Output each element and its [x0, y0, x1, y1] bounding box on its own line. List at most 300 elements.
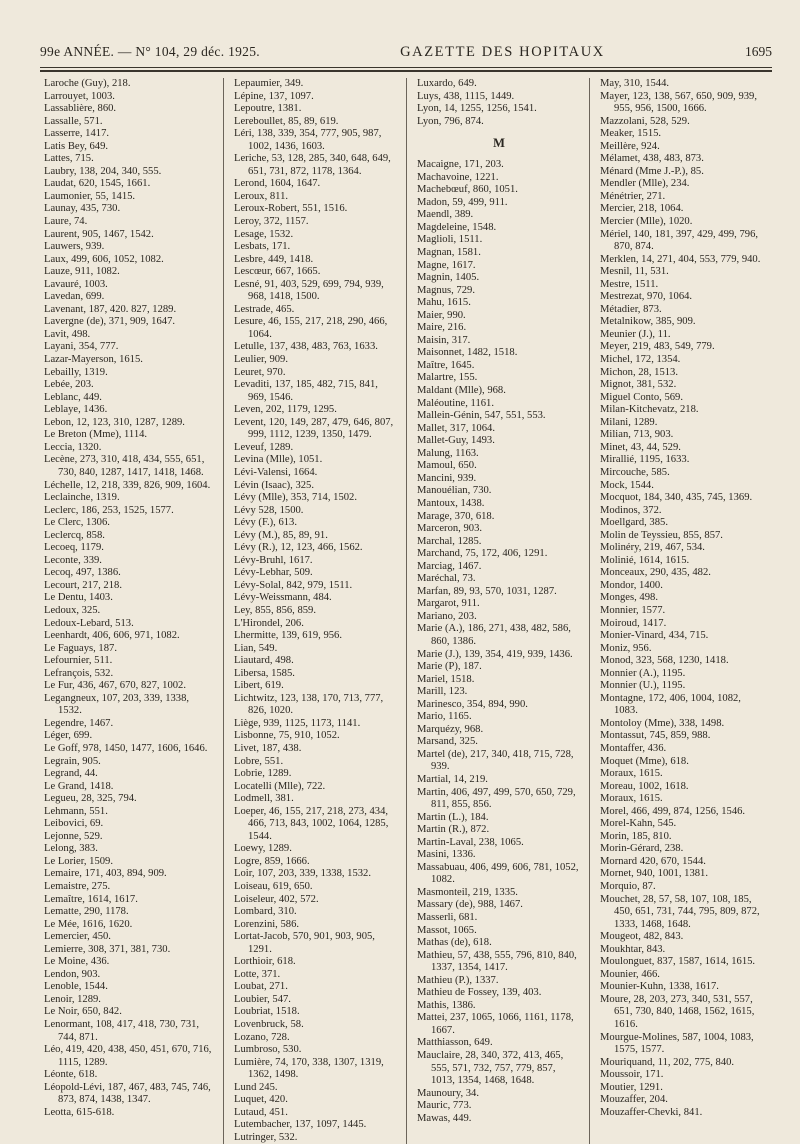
- index-entry: Maréchal, 73.: [417, 573, 476, 585]
- index-entry: Mourgue-Molines, 587, 1004, 1083, 1575, 1577.: [600, 1031, 754, 1056]
- index-entry: Monnier (U.), 1195.: [600, 680, 686, 692]
- index-entry: Leclerc, 186, 253, 1525, 1577.: [44, 504, 174, 516]
- index-entry: Leclercq, 858.: [44, 529, 105, 541]
- index-entry: Mariel, 1518.: [417, 673, 475, 685]
- index-entry: Martel (de), 217, 340, 418, 715, 728, 939.: [417, 748, 574, 773]
- index-entry: Lisbonne, 75, 910, 1052.: [234, 730, 340, 742]
- index-entry: Mazzolani, 528, 529.: [600, 115, 690, 127]
- header-rule: [40, 67, 772, 68]
- index-entry: Lévy (F.), 613.: [234, 517, 297, 529]
- index-entry: Lavedan, 699.: [44, 291, 105, 303]
- index-entry: Magnan, 1581.: [417, 247, 481, 259]
- index-entry: Lutaud, 451.: [234, 1106, 288, 1118]
- index-entry: Mornet, 940, 1001, 1381.: [600, 868, 708, 880]
- index-entry: Lepaumier, 349.: [234, 78, 304, 89]
- page-number: 1695: [745, 44, 772, 59]
- index-entry: Leblanc, 449.: [44, 391, 102, 403]
- index-entry: Mircouche, 585.: [600, 466, 670, 478]
- index-entry: Léo, 419, 420, 438, 450, 451, 670, 716, 1115, 1289.: [44, 1044, 212, 1068]
- index-entry: Lemierre, 308, 371, 381, 730.: [44, 943, 171, 955]
- index-entry: Métadier, 873.: [600, 303, 662, 315]
- index-entry: Lotte, 371.: [234, 968, 281, 980]
- index-entry: Milan-Kitchevatz, 218.: [600, 404, 699, 416]
- index-entry: Lavit, 498.: [44, 328, 91, 340]
- index-entry: Monier-Vinard, 434, 715.: [600, 630, 709, 642]
- index-entry: Maire, 216.: [417, 322, 467, 334]
- index-entry: Le Goff, 978, 1450, 1477, 1606, 1646.: [44, 742, 208, 754]
- index-entry: Mestre, 1511.: [600, 278, 659, 290]
- index-entry: Lutembacher, 137, 1097, 1445.: [234, 1119, 367, 1131]
- index-entry: Maître, 1645.: [417, 359, 475, 371]
- index-entry: Lebée, 203.: [44, 379, 94, 391]
- index-entry: Mirallié, 1195, 1633.: [600, 454, 690, 466]
- index-entry: Marie (P), 187.: [417, 661, 482, 673]
- index-entry: Mercier (Mlle), 1020.: [600, 216, 693, 228]
- index-entry: Lenoble, 1544.: [44, 981, 108, 993]
- index-entry: Léchelle, 12, 218, 339, 826, 909, 1604.: [44, 479, 211, 491]
- index-entry: Laux, 499, 606, 1052, 1082.: [44, 253, 164, 265]
- index-entry: Legendre, 1467.: [44, 717, 114, 729]
- index-entry: Mathas (de), 618.: [417, 937, 492, 949]
- index-entry: Morel-Kahn, 545.: [600, 818, 677, 830]
- index-entry: Lund 245.: [234, 1081, 278, 1093]
- page-header: [40, 44, 772, 66]
- index-entry: Leenhardt, 406, 606, 971, 1082.: [44, 630, 180, 642]
- index-entry: Lemaître, 1614, 1617.: [44, 893, 138, 905]
- index-entry: Le Clerc, 1306.: [44, 517, 110, 529]
- index-entry: Marage, 370, 618.: [417, 510, 495, 522]
- index-entry: Mestrezat, 970, 1064.: [600, 291, 693, 303]
- index-entry: Monges, 498.: [600, 592, 658, 604]
- index-entry: Mantoux, 1438.: [417, 497, 485, 509]
- index-entry: Mounier, 466.: [600, 968, 660, 980]
- index-entry: Lorenzini, 586.: [234, 918, 300, 930]
- index-entry: Lévy (M.), 85, 89, 91.: [234, 529, 328, 541]
- index-entry: Morin-Gérard, 238.: [600, 843, 684, 855]
- index-entry: Maisonnet, 1482, 1518.: [417, 347, 518, 359]
- index-entry: Leibovici, 69.: [44, 818, 104, 830]
- index-entry: Morin, 185, 810.: [600, 830, 672, 842]
- index-entry: Legrand, 44.: [44, 768, 98, 780]
- index-entry: Maunoury, 34.: [417, 1087, 479, 1099]
- index-entry: Martin (R.), 872.: [417, 824, 490, 836]
- index-entry: Lesbats, 171.: [234, 241, 291, 253]
- index-entry: Lévi-Valensi, 1664.: [234, 466, 318, 478]
- index-entry: Mathieu de Fossey, 139, 403.: [417, 987, 542, 999]
- index-entry: Lyon, 796, 874.: [417, 115, 484, 127]
- index-entry: Leconte, 339.: [44, 554, 102, 566]
- index-entry: Marinesco, 354, 894, 990.: [417, 698, 528, 710]
- index-entry: Ledoux-Lebard, 513.: [44, 617, 134, 629]
- index-entry: Moniz, 956.: [600, 642, 652, 654]
- index-entry: Mornard 420, 670, 1544.: [600, 855, 706, 867]
- index-column-2: [223, 78, 406, 1144]
- index-entry: Lévin (Isaac), 325.: [234, 479, 315, 491]
- index-entry: Monceaux, 290, 435, 482.: [600, 567, 711, 579]
- index-entry: Moulonguet, 837, 1587, 1614, 1615.: [600, 956, 756, 968]
- index-entry: Le Moine, 436.: [44, 956, 110, 968]
- index-entry: Lendon, 903.: [44, 968, 101, 980]
- index-entry: Lestrade, 465.: [234, 303, 295, 315]
- index-entry: Lejonne, 529.: [44, 830, 103, 842]
- index-entry: Leroux-Robert, 551, 1516.: [234, 203, 348, 215]
- index-entry: Monod, 323, 568, 1230, 1418.: [600, 655, 729, 667]
- index-entry: Lereboullet, 85, 89, 619.: [234, 115, 339, 127]
- index-entry: Ménard (Mme J.-P.), 85.: [600, 165, 704, 177]
- index-entry: Loewy, 1289.: [234, 843, 292, 855]
- index-entry: Lematte, 290, 1178.: [44, 906, 129, 918]
- index-entry: Milian, 713, 903.: [600, 429, 674, 441]
- index-column-4: [589, 78, 772, 1144]
- index-entry: Magdeleine, 1548.: [417, 221, 497, 233]
- index-entry: Ménétrier, 271.: [600, 190, 666, 202]
- index-entry: Lumière, 74, 170, 338, 1307, 1319, 1362, 1498.: [234, 1056, 384, 1081]
- index-entry: Mallein-Génin, 547, 551, 553.: [417, 410, 546, 422]
- index-entry: Masserli, 681.: [417, 912, 478, 923]
- index-entry: Lhermitte, 139, 619, 956.: [234, 630, 342, 642]
- index-entry: Montassut, 745, 859, 988.: [600, 730, 711, 742]
- index-entry: Le Fur, 436, 467, 670, 827, 1002.: [44, 680, 186, 692]
- index-entry: Leuret, 970.: [234, 366, 286, 378]
- index-entry: Lemaire, 171, 403, 894, 909.: [44, 868, 167, 880]
- journal-title: GAZETTE DES HOPITAUX: [400, 44, 605, 60]
- index-entry: Martial, 14, 219.: [417, 773, 488, 785]
- index-entry: Le Noir, 650, 842.: [44, 1006, 122, 1018]
- index-entry: Modinos, 372.: [600, 504, 662, 516]
- index-entry: Mayer, 123, 138, 567, 650, 909, 939, 955, 956, 1500, 1666.: [600, 90, 757, 115]
- index-entry: Lutringer, 532.: [234, 1131, 298, 1143]
- index-entry: Lumbroso, 530.: [234, 1044, 302, 1056]
- index-entry: Martin-Laval, 238, 1065.: [417, 836, 524, 848]
- index-entry: Marchand, 75, 172, 406, 1291.: [417, 548, 548, 560]
- index-entry: Lauze, 911, 1082.: [44, 266, 120, 278]
- index-entry: Maier, 990.: [417, 309, 466, 321]
- index-column-3: [406, 78, 589, 1144]
- index-entry: Mallet-Guy, 1493.: [417, 435, 495, 447]
- index-entry: Lavergne (de), 371, 909, 1647.: [44, 316, 176, 328]
- index-entry: Léger, 699.: [44, 730, 93, 742]
- index-entry: Manouélian, 730.: [417, 485, 492, 497]
- index-entry: Layani, 354, 777.: [44, 341, 119, 353]
- index-entry: Mathis, 1386.: [417, 999, 476, 1011]
- index-entry: Laroche (Guy), 218.: [44, 78, 131, 89]
- index-entry: Lian, 549.: [234, 642, 278, 654]
- index-entry: Marchal, 1285.: [417, 535, 482, 547]
- index-entry: Lichtwitz, 123, 138, 170, 713, 777, 826, 1020.: [234, 692, 384, 717]
- index-entry: Moukhtar, 843.: [600, 943, 666, 955]
- index-entry: Lassalle, 571.: [44, 115, 103, 127]
- index-entry: Meyer, 219, 483, 549, 779.: [600, 341, 715, 353]
- index-entry: Moiroud, 1417.: [600, 617, 667, 629]
- index-entry: Latis Bey, 649.: [44, 140, 109, 152]
- index-entry: Ledoux, 325.: [44, 604, 101, 616]
- index-entry: Moussoir, 171.: [600, 1069, 664, 1081]
- index-entry: Magnus, 729.: [417, 284, 475, 296]
- index-columns: [40, 78, 772, 1143]
- index-entry: Maléoutine, 1161.: [417, 397, 494, 409]
- index-entry: Mawas, 449.: [417, 1112, 472, 1124]
- index-entry: Letulle, 137, 438, 483, 763, 1633.: [234, 341, 378, 353]
- index-entry: Le Mée, 1616, 1620.: [44, 918, 133, 930]
- index-entry: Lepoutre, 1381.: [234, 103, 302, 115]
- index-entry: Lodmell, 381.: [234, 793, 294, 805]
- index-entry: Mathieu, 57, 438, 555, 796, 810, 840, 1337, 1354, 1417.: [417, 949, 577, 974]
- index-entry: Leveuf, 1289.: [234, 441, 294, 453]
- index-entry: Levina (Mlle), 1051.: [234, 454, 323, 466]
- index-entry: Milani, 1289.: [600, 416, 658, 428]
- index-entry: Leclainche, 1319.: [44, 492, 120, 504]
- index-entry: Luxardo, 649.: [417, 78, 477, 89]
- index-entry: Lorthioir, 618.: [234, 956, 296, 968]
- issue-info: 99e ANNÉE. — N° 104, 29 déc. 1925.: [40, 44, 260, 59]
- index-entry: Lévy-Bruhl, 1617.: [234, 554, 313, 566]
- index-entry: Margarot, 911.: [417, 598, 480, 610]
- index-entry: Lavauré, 1003.: [44, 278, 108, 290]
- index-entry: Ley, 855, 856, 859.: [234, 604, 316, 616]
- index-entry: Logre, 859, 1666.: [234, 855, 310, 867]
- index-entry: Mouzaffer, 204.: [600, 1094, 668, 1106]
- index-entry: Marill, 123.: [417, 686, 468, 698]
- index-entry: Larrouyet, 1003.: [44, 90, 115, 102]
- index-entry: Libersa, 1585.: [234, 667, 295, 679]
- index-entry: Legangneux, 107, 203, 339, 1338, 1532.: [44, 692, 190, 717]
- index-entry: Maldant (Mlle), 968.: [417, 385, 506, 397]
- index-entry: Michel, 172, 1354.: [600, 354, 681, 366]
- index-entry: Lenormant, 108, 417, 418, 730, 731, 744, 871.: [44, 1019, 200, 1043]
- index-entry: Meaker, 1515.: [600, 128, 662, 140]
- index-entry: Marfan, 89, 93, 570, 1031, 1287.: [417, 585, 557, 597]
- index-entry: Laumonier, 55, 1415.: [44, 190, 136, 202]
- index-entry: Meillère, 924.: [600, 140, 660, 152]
- index-entry: Mallet, 317, 1064.: [417, 422, 495, 434]
- index-entry: Lévy 528, 1500.: [234, 504, 304, 516]
- index-entry: Maglioli, 1511.: [417, 234, 483, 246]
- index-entry: Leven, 202, 1179, 1295.: [234, 404, 337, 416]
- index-entry: Lévy (Mlle), 353, 714, 1502.: [234, 492, 357, 504]
- index-entry: Laure, 74.: [44, 216, 88, 228]
- index-entry: Lebon, 12, 123, 310, 1287, 1289.: [44, 416, 185, 428]
- index-entry: Le Grand, 1418.: [44, 780, 114, 792]
- index-entry: Leulier, 909.: [234, 354, 288, 366]
- index-entry: Lobrie, 1289.: [234, 768, 292, 780]
- index-entry: Lesbre, 449, 1418.: [234, 253, 314, 265]
- index-entry: Lehmann, 551.: [44, 805, 108, 817]
- index-entry: L'Hirondel, 206.: [234, 617, 304, 629]
- index-entry: Mattei, 237, 1065, 1066, 1161, 1178, 1667.: [417, 1012, 574, 1036]
- index-entry: Lesage, 1532.: [234, 228, 294, 240]
- index-entry: Mario, 1165.: [417, 711, 472, 723]
- index-entry: Léonte, 618.: [44, 1069, 98, 1081]
- index-entry: Loir, 107, 203, 339, 1338, 1532.: [234, 868, 371, 880]
- index-column-1: [40, 78, 223, 1144]
- index-entry: Loubier, 547.: [234, 993, 291, 1005]
- index-entry: Lefournier, 511.: [44, 655, 113, 667]
- index-entry: Magne, 1617.: [417, 259, 476, 271]
- index-entry: Moutier, 1291.: [600, 1081, 663, 1093]
- index-entry: Lerond, 1604, 1647.: [234, 178, 321, 190]
- index-entry: Mignot, 381, 532.: [600, 379, 677, 391]
- index-entry: Lecoq, 497, 1386.: [44, 567, 121, 579]
- index-entry: Monnier, 1577.: [600, 604, 666, 616]
- index-entry: Mariano, 203.: [417, 610, 477, 622]
- index-entry: Massabuau, 406, 499, 606, 781, 1052, 1082.: [417, 861, 579, 886]
- index-entry: Montoloy (Mme), 338, 1498.: [600, 717, 725, 729]
- index-entry: Mock, 1544.: [600, 479, 654, 491]
- index-entry: Lévy-Lebhar, 509.: [234, 567, 313, 579]
- index-entry: Leblaye, 1436.: [44, 404, 108, 416]
- index-entry: Magnin, 1405.: [417, 272, 480, 284]
- index-entry: Mesnil, 11, 531.: [600, 266, 669, 278]
- index-entry: Lecoeq, 1179.: [44, 542, 104, 554]
- index-entry: Laudat, 620, 1545, 1661.: [44, 178, 151, 190]
- index-entry: Moraux, 1615.: [600, 768, 663, 780]
- index-entry: Léri, 138, 339, 354, 777, 905, 987, 1002, 1436, 1603.: [234, 128, 382, 152]
- index-entry: Mouzaffer-Chevki, 841.: [600, 1106, 703, 1118]
- index-entry: Lesné, 91, 403, 529, 699, 794, 939, 968, 1418, 1500.: [234, 278, 384, 303]
- index-entry: Marciag, 1467.: [417, 560, 482, 572]
- index-entry: Loeper, 46, 155, 217, 218, 273, 434, 466, 713, 843, 1002, 1064, 1285, 1544.: [234, 805, 389, 842]
- index-entry: Lobre, 551.: [234, 755, 284, 767]
- index-entry: Masmonteil, 219, 1335.: [417, 886, 518, 898]
- index-entry: Moraux, 1615.: [600, 793, 663, 805]
- index-entry: Loubat, 271.: [234, 981, 288, 993]
- index-entry: Lattes, 715.: [44, 153, 94, 165]
- index-entry: Lecène, 273, 310, 418, 434, 555, 651, 730, 840, 1287, 1417, 1418, 1468.: [44, 454, 205, 478]
- index-entry: Merklen, 14, 271, 404, 553, 779, 940.: [600, 253, 761, 265]
- index-entry: Mendler (Mlle), 234.: [600, 178, 690, 190]
- index-entry: Libert, 619.: [234, 680, 284, 692]
- index-entry: Massot, 1065.: [417, 924, 477, 936]
- index-entry: Metalnikow, 385, 909.: [600, 316, 696, 328]
- index-entry: Leriche, 53, 128, 285, 340, 648, 649, 651, 731, 872, 1178, 1364.: [234, 153, 391, 177]
- index-entry: Meunier (J.), 11.: [600, 328, 671, 340]
- index-entry: Lyon, 14, 1255, 1256, 1541.: [417, 103, 537, 115]
- index-entry: Massary (de), 988, 1467.: [417, 899, 523, 911]
- index-entry: Miguel Conto, 569.: [600, 391, 683, 403]
- index-entry: Léopold-Lévi, 187, 467, 483, 745, 746, 873, 874, 1438, 1347.: [44, 1081, 211, 1106]
- index-entry: Lemaistre, 275.: [44, 881, 111, 892]
- index-entry: Lozano, 728.: [234, 1031, 290, 1043]
- index-entry: Morquio, 87.: [600, 881, 656, 892]
- index-entry: Marceron, 903.: [417, 523, 483, 535]
- index-entry: Lortat-Jacob, 570, 901, 903, 905, 1291.: [234, 931, 375, 955]
- index-entry: Lombard, 310.: [234, 906, 297, 918]
- index-entry: Levaditi, 137, 185, 482, 715, 841, 969, 1546.: [234, 379, 378, 403]
- index-entry: Mocquot, 184, 340, 435, 745, 1369.: [600, 492, 753, 504]
- index-entry: Legrain, 905.: [44, 755, 101, 767]
- index-entry: Mériel, 140, 181, 397, 429, 499, 796, 870, 874.: [600, 228, 759, 253]
- index-entry: Mahu, 1615.: [417, 297, 471, 309]
- index-entry: Liège, 939, 1125, 1173, 1141.: [234, 717, 361, 729]
- index-entry: Lévy-Weissmann, 484.: [234, 592, 332, 604]
- index-entry: May, 310, 1544.: [600, 78, 670, 89]
- index-entry: Malung, 1163.: [417, 447, 479, 459]
- index-entry: Mauclaire, 28, 340, 372, 413, 465, 555, 571, 732, 757, 779, 857, 1013, 1354, 1468, 1648.: [417, 1050, 564, 1087]
- index-entry: Le Lorier, 1509.: [44, 855, 113, 867]
- index-entry: Lazar-Mayerson, 1615.: [44, 354, 143, 366]
- index-entry: Martin, 406, 497, 499, 570, 650, 729, 811, 855, 856.: [417, 786, 576, 811]
- index-entry: Molin de Teyssieu, 855, 857.: [600, 529, 723, 541]
- index-entry: Leotta, 615-618.: [44, 1106, 115, 1118]
- header-rule-thick: [40, 70, 772, 72]
- index-entry: Le Faguays, 187.: [44, 642, 117, 654]
- index-entry: Loubriat, 1518.: [234, 1006, 300, 1018]
- index-entry: Montagne, 172, 406, 1004, 1082, 1083.: [600, 692, 741, 717]
- index-entry: Mercier, 218, 1064.: [600, 203, 684, 215]
- index-entry: Madon, 59, 499, 911.: [417, 196, 508, 208]
- index-entry: Matthiasson, 649.: [417, 1037, 493, 1049]
- index-entry: Machebœuf, 860, 1051.: [417, 184, 518, 196]
- index-entry: Moreau, 1002, 1618.: [600, 780, 689, 792]
- index-entry: Maisin, 317.: [417, 334, 471, 346]
- index-entry: Livet, 187, 438.: [234, 742, 302, 754]
- index-entry: Malartre, 155.: [417, 372, 478, 384]
- index-entry: Mélamet, 438, 483, 873.: [600, 153, 704, 165]
- index-entry: Monnier (A.), 1195.: [600, 667, 686, 679]
- index-entry: Luquet, 420.: [234, 1094, 288, 1106]
- index-entry: Lefrançois, 532.: [44, 667, 114, 679]
- index-entry: Lassablière, 860.: [44, 103, 117, 115]
- index-entry: Lévy (R.), 12, 123, 466, 1562.: [234, 542, 363, 554]
- index-entry: Lecourt, 217, 218.: [44, 579, 122, 591]
- index-entry: Mounier-Kuhn, 1338, 1617.: [600, 981, 719, 993]
- index-entry: Lavenant, 187, 420. 827, 1289.: [44, 303, 177, 315]
- index-entry: Lesure, 46, 155, 217, 218, 290, 466, 1064.: [234, 316, 388, 340]
- index-entry: Morel, 466, 499, 874, 1256, 1546.: [600, 805, 746, 817]
- section-letter: M: [493, 136, 505, 151]
- index-entry: Laubry, 138, 204, 340, 555.: [44, 165, 162, 177]
- index-entry: Mouchet, 28, 57, 58, 107, 108, 185, 450, 651, 731, 744, 795, 809, 872, 1333, 1468, 1648.: [600, 893, 760, 930]
- index-entry: Molinié, 1614, 1615.: [600, 554, 690, 566]
- index-entry: Levent, 120, 149, 287, 479, 646, 807, 999, 1112, 1239, 1350, 1479.: [234, 416, 394, 441]
- index-entry: Michon, 28, 1513.: [600, 366, 678, 378]
- index-entry: Leroux, 811.: [234, 190, 289, 202]
- index-entry: Masini, 1336.: [417, 849, 476, 861]
- index-entry: Moure, 28, 203, 273, 340, 531, 557, 651, 730, 840, 1468, 1562, 1615, 1616.: [600, 993, 755, 1031]
- index-entry: Marsand, 325.: [417, 736, 478, 748]
- index-entry: Lelong, 383.: [44, 843, 98, 855]
- index-entry: Lescœur, 667, 1665.: [234, 266, 321, 278]
- index-entry: Mondor, 1400.: [600, 579, 663, 591]
- index-entry: Lasserre, 1417.: [44, 128, 110, 140]
- index-entry: Leccia, 1320.: [44, 441, 102, 453]
- index-entry: Minet, 43, 44, 529.: [600, 441, 681, 453]
- index-entry: Lebailly, 1319.: [44, 366, 108, 378]
- index-entry: Mauric, 773.: [417, 1100, 472, 1112]
- index-entry: Launay, 435, 730.: [44, 203, 121, 215]
- index-entry: Luys, 438, 1115, 1449.: [417, 90, 515, 102]
- index-entry: Macaigne, 171, 203.: [417, 159, 504, 171]
- index-entry: Lévy-Solal, 842, 979, 1511.: [234, 579, 353, 591]
- index-entry: Lemercier, 450.: [44, 931, 111, 943]
- index-entry: Molinéry, 219, 467, 534.: [600, 542, 705, 554]
- index-entry: Moquet (Mme), 618.: [600, 755, 689, 767]
- index-entry: Moellgard, 385.: [600, 517, 668, 529]
- index-entry: Mouriquand, 11, 202, 775, 840.: [600, 1056, 735, 1068]
- index-entry: Lovenbruck, 58.: [234, 1019, 304, 1031]
- index-entry: Martin (L.), 184.: [417, 811, 489, 823]
- index-entry: Mathieu (P.), 1337.: [417, 974, 499, 986]
- index-entry: Montaffer, 436.: [600, 742, 667, 754]
- index-entry: Mougeot, 482, 843.: [600, 931, 684, 943]
- index-entry: Loiseau, 619, 650.: [234, 881, 313, 892]
- index-entry: Mancini, 939.: [417, 472, 477, 484]
- index-entry: Liautard, 498.: [234, 655, 294, 667]
- index-entry: Maendl, 389.: [417, 209, 474, 221]
- index-entry: Marquézy, 968.: [417, 723, 484, 735]
- index-entry: Machavoine, 1221.: [417, 171, 499, 183]
- index-entry: Mamoul, 650.: [417, 460, 477, 472]
